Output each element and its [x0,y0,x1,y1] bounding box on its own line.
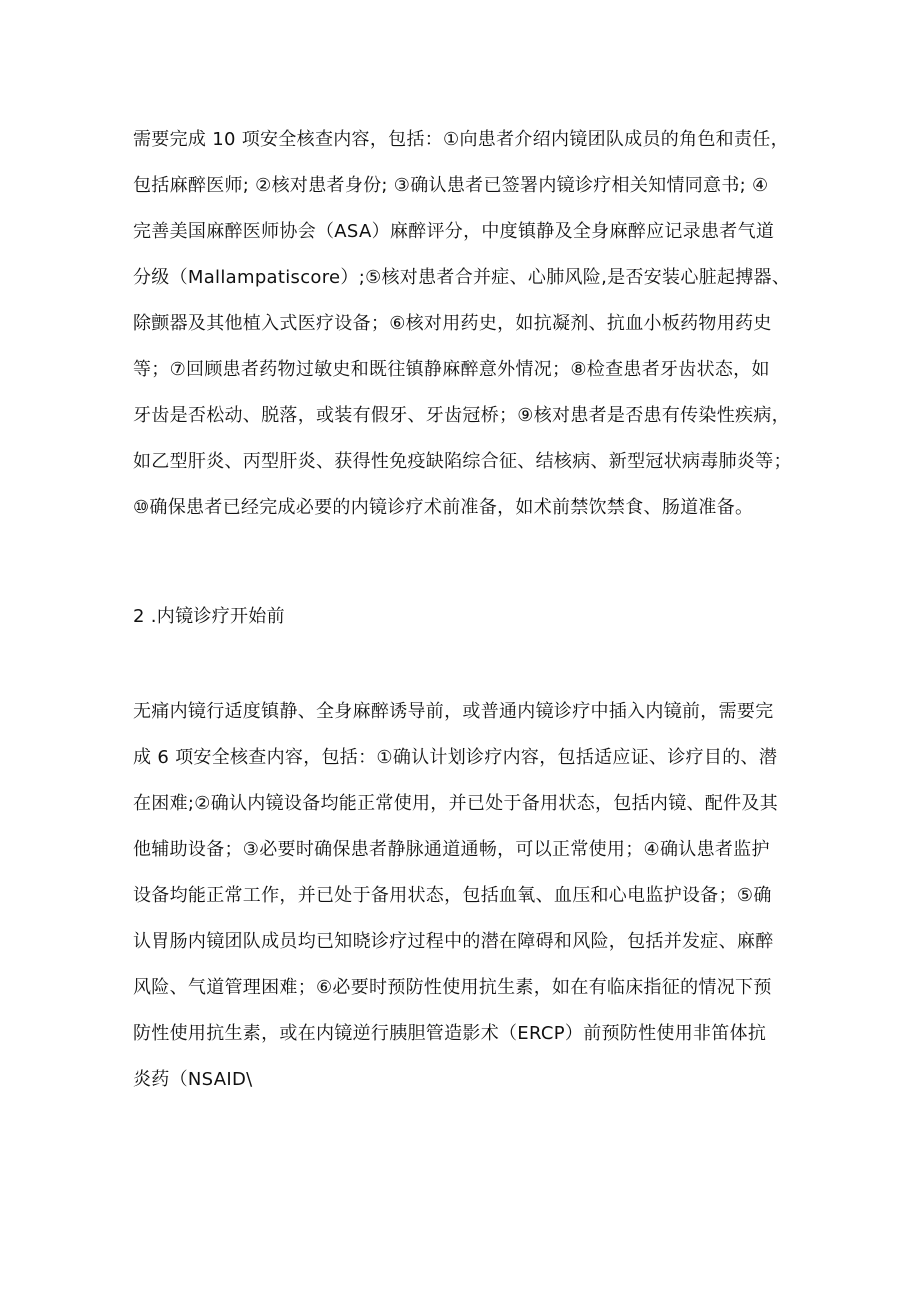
paragraph-line: 成 6 项安全核查内容，包括：①确认计划诊疗内容，包括适应证、诊疗目的、潜 [133,747,778,768]
paragraph-line: 认胃肠内镜团队成员均已知晓诊疗过程中的潜在障碍和风险，包括并发症、麻醉 [133,931,774,952]
paragraph-safety-check-six-items [133,689,793,1103]
paragraph-line: 防性使用抗生素，或在内镜逆行胰胆管造影术（ERCP）前预防性使用非笛体抗 [133,1023,767,1044]
paragraph-line: 分级（Mallampatiscore）;⑤核对患者合并症、心肺风险,是否安装心脏起搏器、 [133,267,791,288]
paragraph-line: 设备均能正常工作，并已处于备用状态，包括血氧、血压和心电监护设备；⑤确 [133,885,772,906]
paragraph-line: 在困难;②确认内镜设备均能正常使用，并已处于备用状态，包括内镜、配件及其 [133,793,778,814]
paragraph-line: 牙齿是否松动、脱落，或装有假牙、牙齿冠桥；⑨核对患者是否患有传染性疾病， [133,405,790,426]
paragraph-line: 包括麻醉医师; ②核对患者身份; ③确认患者已签署内镜诊疗相关知情同意书; ④ [133,175,769,196]
paragraph-line: 除颤器及其他植入式医疗设备；⑥核对用药史，如抗凝剂、抗血小板药物用药史 [133,313,772,334]
section-heading [133,594,793,640]
paragraph-line: 风险、气道管理困难；⑥必要时预防性使用抗生素，如在有临床指征的情况下预 [133,977,772,998]
paragraph-line: 炎药（NSAID\ [133,1069,253,1090]
paragraph-line: 他辅助设备；③必要时确保患者静脉通道通畅，可以正常使用；④确认患者监护 [133,839,770,860]
paragraph-line: 等；⑦回顾患者药物过敏史和既往镇静麻醉意外情况；⑧检查患者牙齿状态，如 [133,359,770,380]
section-heading-text: 2 .内镜诊疗开始前 [133,606,285,627]
paragraph-line: 无痛内镜行适度镇静、全身麻醉诱导前，或普通内镜诊疗中插入内镜前，需要完 [133,701,774,722]
paragraph-line: 完善美国麻醉医师协会（ASA）麻醉评分，中度镇静及全身麻醉应记录患者气道 [133,221,775,242]
paragraph-line: 需要完成 10 项安全核查内容，包括：①向患者介绍内镜团队成员的角色和责任， [133,129,789,150]
paragraph-safety-check-ten-items [133,117,793,531]
paragraph-line: 如乙型肝炎、丙型肝炎、获得性免疫缺陷综合征、结核病、新型冠状病毒肺炎等； [133,451,792,472]
paragraph-line: ⑩确保患者已经完成必要的内镜诊疗术前准备，如术前禁饮禁食、肠道准备。 [133,497,754,518]
